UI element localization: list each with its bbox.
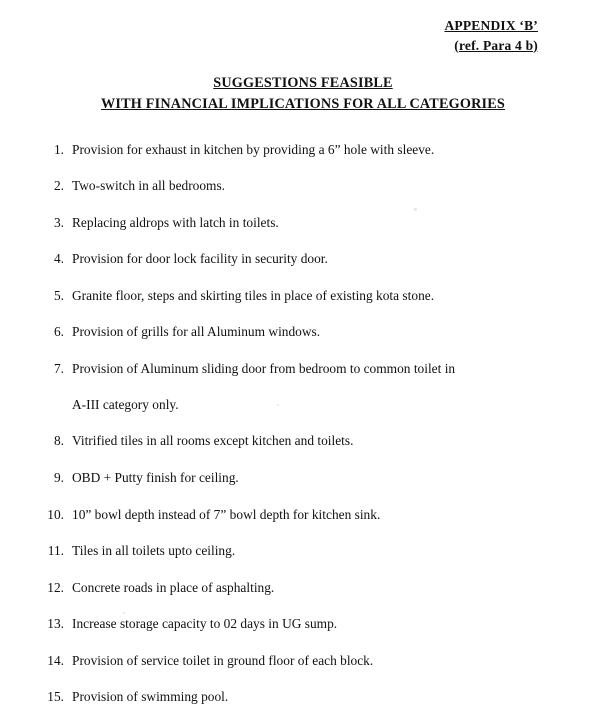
list-item-number: 2. — [53, 178, 64, 194]
list-item-text: Increase storage capacity to 02 days in UG sump. — [72, 616, 338, 632]
list-item-text: Granite floor, steps and skirting tiles in place of existing kota stone. — [72, 287, 435, 303]
list-item-text: Concrete roads in place of asphalting. — [72, 579, 275, 595]
list-item — [46, 249, 550, 268]
list-item — [46, 322, 550, 341]
appendix-label: APPENDIX ‘B’ — [444, 18, 538, 33]
list-item-text-line-1: Provision of Aluminum sliding door from bedroom to common toilet in — [72, 360, 456, 376]
list-item — [46, 431, 550, 450]
list-item — [46, 614, 550, 633]
list-item — [46, 468, 550, 487]
list-item-number: 8. — [53, 433, 64, 449]
list-item-text: Tiles in all toilets upto ceiling. — [72, 543, 236, 559]
suggestions-list — [46, 140, 550, 706]
list-item-number: 7. — [53, 360, 64, 376]
list-item-text: Provision for door lock facility in security door. — [72, 251, 328, 267]
list-item-number: 15. — [47, 689, 64, 705]
title-line-1: SUGGESTIONS FEASIBLE — [213, 75, 393, 92]
list-item — [46, 140, 550, 159]
list-item-text: 10” bowl depth instead of 7” bowl depth for kitchen sink. — [72, 506, 381, 522]
appendix-header — [36, 16, 538, 55]
title-line-2: WITH FINANCIAL IMPLICATIONS FOR ALL CATEGORIES — [100, 96, 506, 113]
list-item-number: 5. — [53, 287, 64, 303]
list-item-number: 12. — [47, 579, 64, 595]
list-item-number: 1. — [53, 141, 64, 157]
list-item — [46, 505, 550, 524]
list-item — [46, 359, 550, 414]
list-item-text: Provision of grills for all Aluminum windows. — [72, 324, 321, 340]
list-item-number: 4. — [53, 251, 64, 267]
list-item-text: Provision of service toilet in ground floor of each block. — [72, 652, 374, 668]
appendix-reference: (ref. Para 4 b) — [454, 37, 538, 53]
document-title — [42, 73, 564, 116]
list-item-number: 6. — [53, 324, 64, 340]
list-item-number: 11. — [47, 543, 64, 559]
list-item-text: Replacing aldrops with latch in toilets. — [72, 214, 279, 230]
list-item — [46, 286, 550, 305]
list-item-text-line-2: A-III category only. — [72, 396, 179, 412]
list-item-text: Vitrified tiles in all rooms except kitchen and toilets. — [72, 433, 354, 449]
scan-speck — [414, 208, 417, 211]
list-item — [46, 176, 550, 195]
list-item — [46, 651, 550, 670]
list-item-text — [72, 359, 550, 414]
list-item-number: 14. — [47, 652, 64, 668]
list-item-text: Provision for exhaust in kitchen by providing a 6” hole with sleeve. — [72, 141, 435, 157]
list-item-number: 9. — [53, 470, 64, 485]
list-item — [46, 213, 550, 232]
list-item-number: 3. — [53, 214, 64, 230]
list-item — [46, 578, 550, 597]
list-item-number: 10. — [47, 506, 64, 522]
list-item — [46, 687, 550, 706]
list-item — [46, 541, 550, 560]
scan-speck — [123, 612, 125, 614]
list-item-text: Two-switch in all bedrooms. — [72, 178, 226, 194]
list-item-text: Provision of swimming pool. — [72, 689, 229, 705]
scan-speck — [277, 404, 279, 406]
list-item-number: 13. — [47, 616, 64, 632]
list-item-text: OBD + Putty finish for ceiling. — [72, 470, 239, 485]
